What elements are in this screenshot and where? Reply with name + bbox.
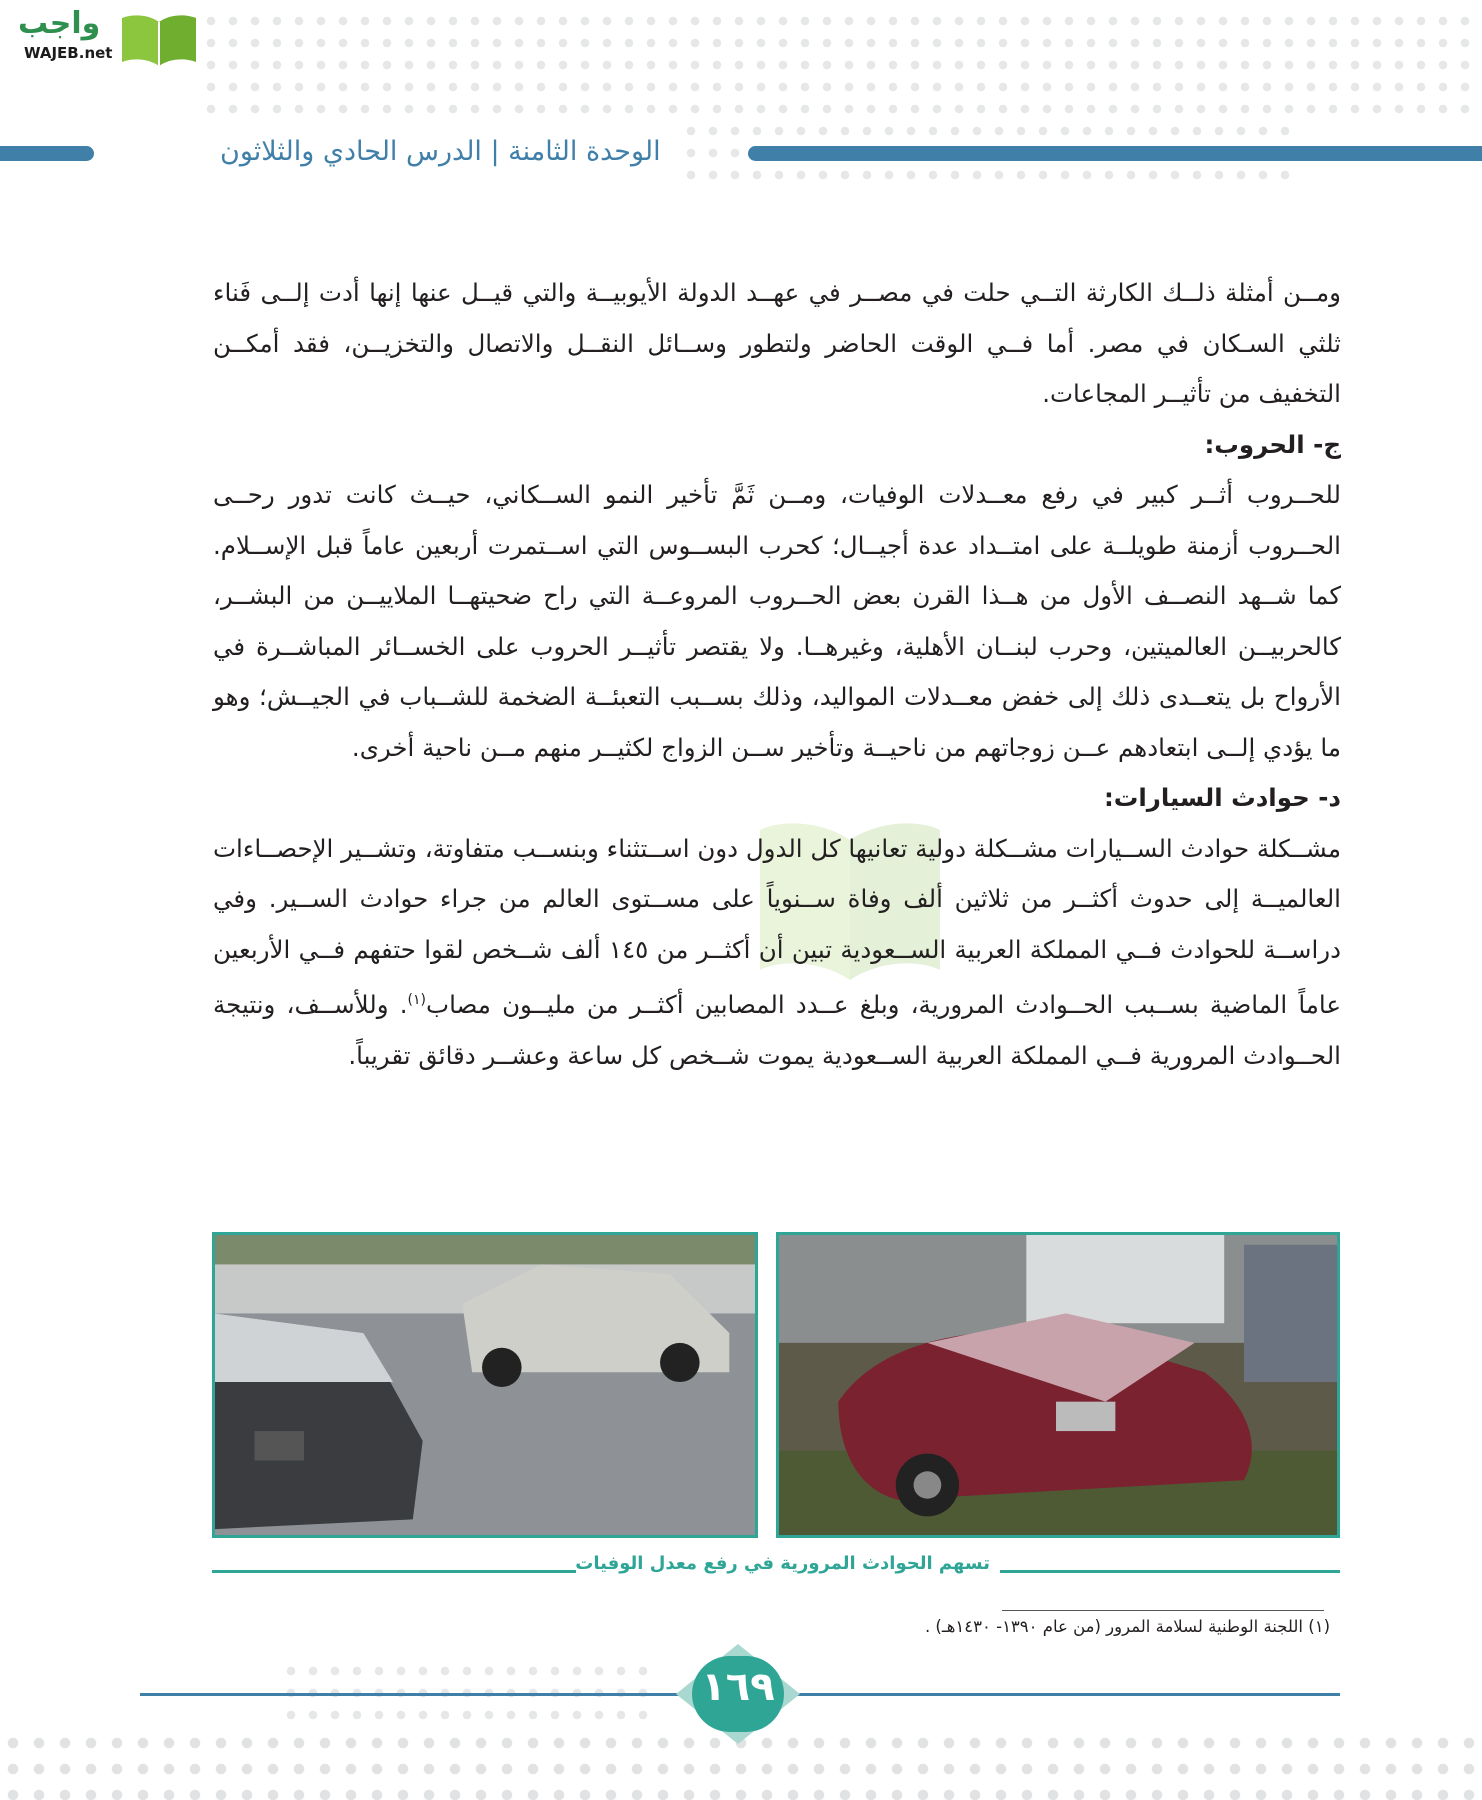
book-icon — [118, 10, 200, 70]
section-c-paragraph: للحــروب أثــر كبير في رفع معــدلات الوفيات، ومــن ثَمَّ تأخير النمو الســكاني، حيــث كانت تدور رحــى الحــروب أزمنة طويلــة على امتــداد عدة أجيــال؛ كحرب البســوس التي اســتمرت أربعين عاماً قبل الإســلام. كما شــهد النصــف الأول من هــذا القرن بعض الحــروب المروعــة التي راح ضحيتهــا الملاييــن من البشــر، كالحربيــن العالميتين، وحرب لبنــان الأهلية، وغيرهــا. ولا يقتصر تأثيــر الحروب على الخســائر المباشــرة في الأرواح بل يتعــدى ذلك إلى خفض معــدلات المواليد، وذلك بســبب التعبئــة الضخمة للشــباب في الجيــش؛ وهو ما يؤدي إلــى ابتعادهم عــن زوجاتهم من ناحيــة وتأخير ســن الزواج لكثيــر منهم مــن ناحية أخرى. — [213, 480, 1341, 762]
logo-arabic-text: واجب — [18, 6, 101, 41]
page-number: ١٦٩ — [701, 1664, 775, 1710]
photo-collision-street — [212, 1232, 758, 1538]
figure-caption: تسهم الحوادث المرورية في رفع معدل الوفيات — [575, 1553, 990, 1574]
section-d-text-part1: مشــكلة حوادث الســيارات مشــكلة دولية تعانيها كل الدول دون اســتثناء وبنســب متفاوتة، وتشــير الإحصــاءات العالميــة إلى حدوث أكثــر من ثلاثين ألف وفاة ســنوياً على مســتوى العالم من جراء حوادث الســير. وفي دراســة للحوادث فــي المملكة العربية الســعودية تبين أن أكثــر من ١٤٥ ألف شــخص لقوا حتفهم فــي الأربعين عاماً الماضية بســبب الحــوادث المرورية، وبلغ عــدد المصابين أكثــر من مليــون مصاب — [212, 833, 1341, 1020]
section-d-text-part2: . وللأســف، ونتيجة الحــوادث المرورية فــي المملكة العربية الســعودية يموت شــخص كل ساعة وعشــر دقائق تقريباً. — [213, 990, 1341, 1070]
section-d-heading: د- حوادث السيارات: — [1103, 783, 1341, 812]
footnote-marker: (١) — [407, 992, 427, 1008]
wajeb-logo — [14, 6, 194, 68]
logo-latin-text: WAJEB.net — [24, 44, 113, 62]
intro-paragraph: ومــن أمثلة ذلــك الكارثة التــي حلت في مصــر في عهــد الدولة الأيوبيــة والتي قيــل عنها إنها أدت إلــى فَناء ثلثي السـكان في مصر. أما فــي الوقت الحاضر ولتطور وســائل النقــل والاتصال والتخزيــن، فقد أمكــن التخفيف من تأثيــر المجاعات. — [213, 278, 1341, 408]
footnote-rule — [1002, 1610, 1324, 1611]
caption-line-right — [1000, 1570, 1340, 1573]
section-d-paragraph — [213, 824, 1341, 1082]
section-c-heading: ج- الحروب: — [1204, 429, 1341, 459]
photo-crashed-red-car — [776, 1232, 1340, 1538]
unit-lesson-title: الوحدة الثامنة | الدرس الحادي والثلاثون — [220, 136, 661, 167]
footnote: (١) اللجنة الوطنية لسلامة المرور (من عام ١٣٩٠- ١٤٣٠هـ) . — [924, 1617, 1330, 1636]
footer-dot-pattern — [280, 1660, 660, 1720]
top-dot-pattern — [200, 10, 1482, 120]
header-bar-left — [0, 146, 94, 161]
lesson-body — [213, 268, 1341, 1081]
header-bar-right — [748, 146, 1482, 161]
caption-line-left — [212, 1570, 576, 1573]
